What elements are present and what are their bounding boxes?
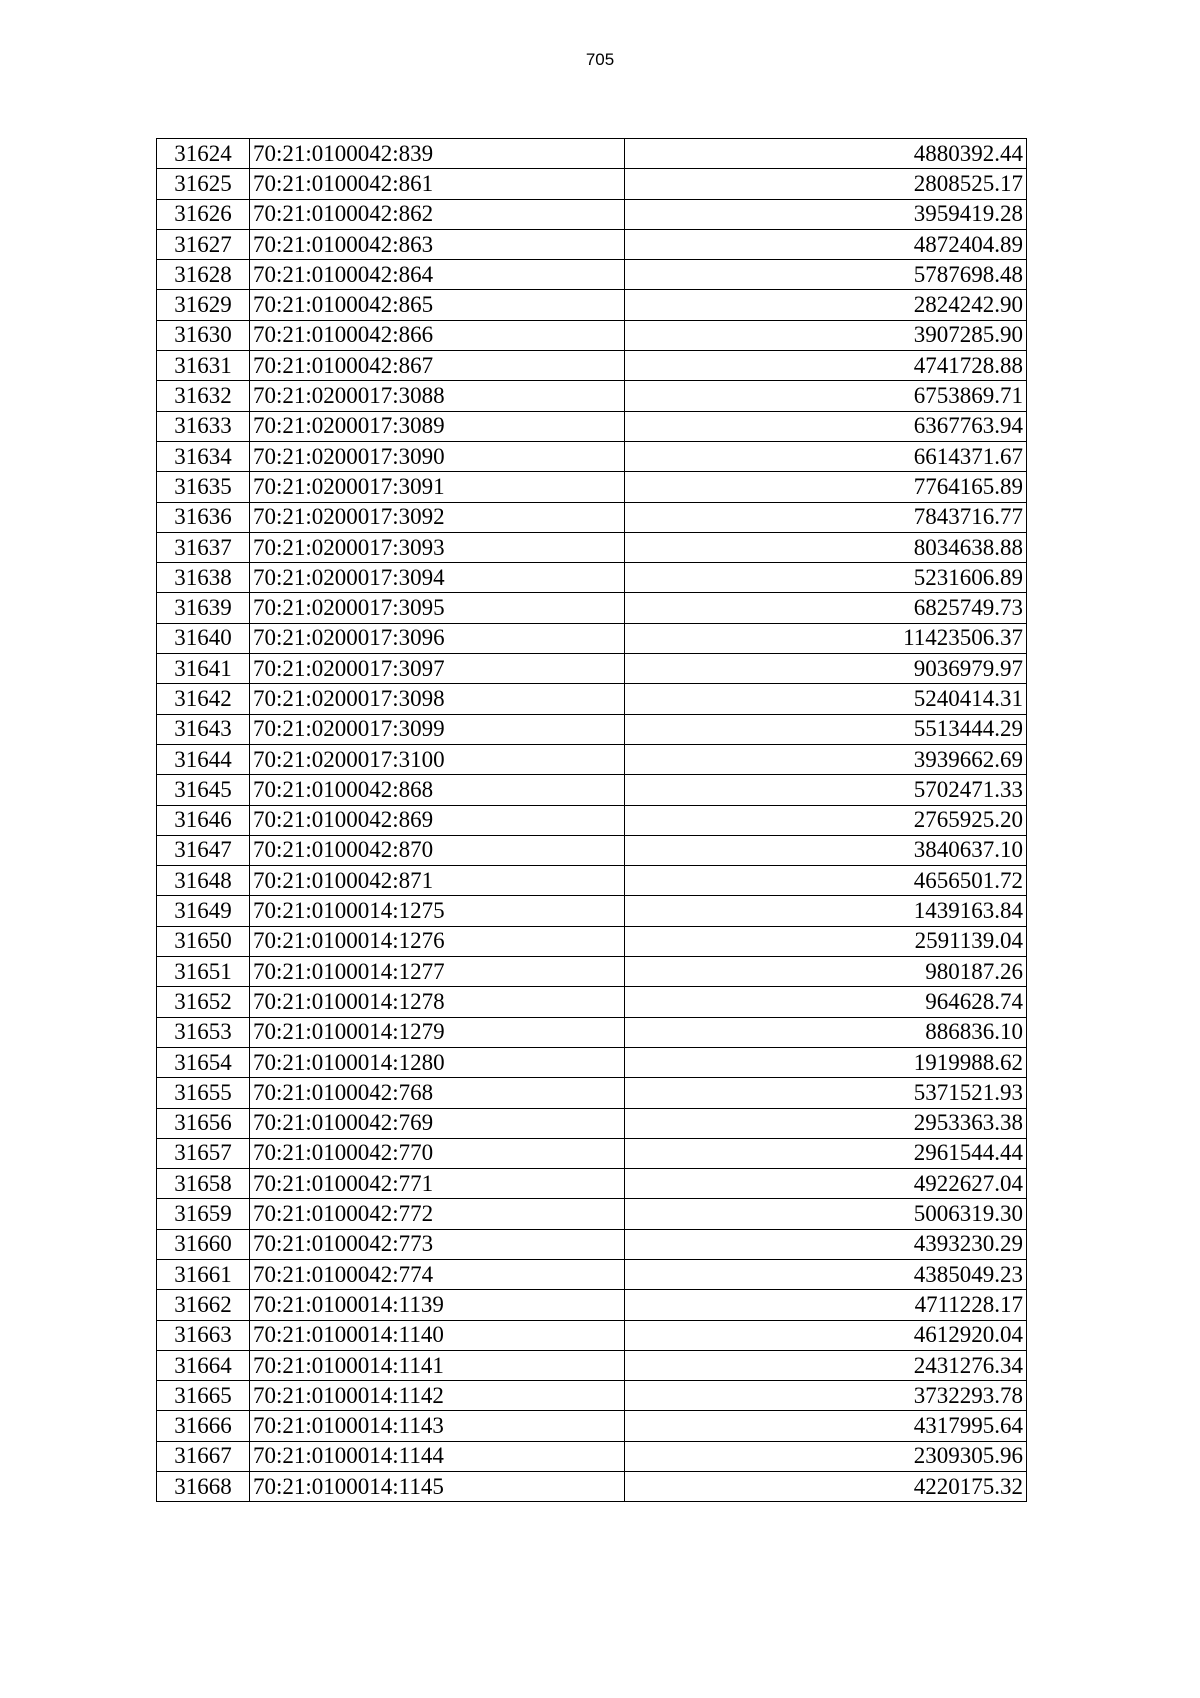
- row-number-cell: 31666: [157, 1411, 250, 1441]
- cadastral-value-cell: 4872404.89: [625, 229, 1027, 259]
- cadastral-value-cell: 2953363.38: [625, 1108, 1027, 1138]
- cadastral-value-cell: 5240414.31: [625, 684, 1027, 714]
- cadastral-number-cell: 70:21:0200017:3096: [250, 623, 625, 653]
- row-number-cell: 31624: [157, 139, 250, 169]
- cadastral-number-cell: 70:21:0200017:3089: [250, 411, 625, 441]
- cadastral-value-cell: 2961544.44: [625, 1138, 1027, 1168]
- row-number-cell: 31627: [157, 229, 250, 259]
- cadastral-number-cell: 70:21:0100014:1145: [250, 1472, 625, 1502]
- table-row: [157, 1411, 1027, 1441]
- row-number-cell: 31626: [157, 199, 250, 229]
- row-number-cell: 31640: [157, 623, 250, 653]
- row-number-cell: 31663: [157, 1320, 250, 1350]
- cadastral-number-cell: 70:21:0200017:3088: [250, 381, 625, 411]
- cadastral-value-cell: 5787698.48: [625, 260, 1027, 290]
- cadastral-number-cell: 70:21:0100042:773: [250, 1229, 625, 1259]
- cadastral-value-cell: 3959419.28: [625, 199, 1027, 229]
- cadastral-number-cell: 70:21:0100042:870: [250, 835, 625, 865]
- cadastral-value-cell: 1439163.84: [625, 896, 1027, 926]
- row-number-cell: 31639: [157, 593, 250, 623]
- cadastral-value-cell: 5231606.89: [625, 563, 1027, 593]
- row-number-cell: 31653: [157, 1017, 250, 1047]
- cadastral-value-cell: 964628.74: [625, 987, 1027, 1017]
- row-number-cell: 31646: [157, 805, 250, 835]
- table-row: [157, 744, 1027, 774]
- cadastral-number-cell: 70:21:0100014:1278: [250, 987, 625, 1017]
- cadastral-value-cell: 886836.10: [625, 1017, 1027, 1047]
- table-row: [157, 1320, 1027, 1350]
- table-body: [157, 139, 1027, 1502]
- cadastral-value-cell: 2765925.20: [625, 805, 1027, 835]
- cadastral-number-cell: 70:21:0100042:868: [250, 775, 625, 805]
- cadastral-number-cell: 70:21:0100042:871: [250, 866, 625, 896]
- row-number-cell: 31657: [157, 1138, 250, 1168]
- table-row: [157, 472, 1027, 502]
- cadastral-number-cell: 70:21:0200017:3095: [250, 593, 625, 623]
- cadastral-number-cell: 70:21:0100042:862: [250, 199, 625, 229]
- row-number-cell: 31641: [157, 654, 250, 684]
- row-number-cell: 31631: [157, 351, 250, 381]
- table-row: [157, 1199, 1027, 1229]
- cadastral-value-cell: 4656501.72: [625, 866, 1027, 896]
- row-number-cell: 31654: [157, 1047, 250, 1077]
- cadastral-number-cell: 70:21:0100042:770: [250, 1138, 625, 1168]
- cadastral-number-cell: 70:21:0100014:1277: [250, 957, 625, 987]
- row-number-cell: 31665: [157, 1381, 250, 1411]
- table-row: [157, 441, 1027, 471]
- cadastral-value-cell: 8034638.88: [625, 532, 1027, 562]
- table-row: [157, 502, 1027, 532]
- table-row: [157, 684, 1027, 714]
- cadastral-value-cell: 2309305.96: [625, 1441, 1027, 1471]
- cadastral-value-table: [156, 138, 1027, 1502]
- cadastral-number-cell: 70:21:0100014:1139: [250, 1290, 625, 1320]
- row-number-cell: 31636: [157, 502, 250, 532]
- table-row: [157, 1108, 1027, 1138]
- row-number-cell: 31645: [157, 775, 250, 805]
- row-number-cell: 31650: [157, 926, 250, 956]
- cadastral-value-cell: 4741728.88: [625, 351, 1027, 381]
- cadastral-value-cell: 11423506.37: [625, 623, 1027, 653]
- table-row: [157, 1017, 1027, 1047]
- page-number: 705: [585, 50, 615, 69]
- row-number-cell: 31629: [157, 290, 250, 320]
- table-row: [157, 805, 1027, 835]
- row-number-cell: 31632: [157, 381, 250, 411]
- cadastral-number-cell: 70:21:0100014:1143: [250, 1411, 625, 1441]
- cadastral-number-cell: 70:21:0100042:774: [250, 1259, 625, 1289]
- table-row: [157, 532, 1027, 562]
- cadastral-value-cell: 7764165.89: [625, 472, 1027, 502]
- row-number-cell: 31633: [157, 411, 250, 441]
- table-row: [157, 229, 1027, 259]
- cadastral-value-cell: 4385049.23: [625, 1259, 1027, 1289]
- cadastral-value-cell: 2591139.04: [625, 926, 1027, 956]
- cadastral-number-cell: 70:21:0100014:1279: [250, 1017, 625, 1047]
- table-row: [157, 593, 1027, 623]
- cadastral-value-cell: 6614371.67: [625, 441, 1027, 471]
- cadastral-value-cell: 1919988.62: [625, 1047, 1027, 1077]
- cadastral-value-cell: 4393230.29: [625, 1229, 1027, 1259]
- cadastral-number-cell: 70:21:0100014:1141: [250, 1350, 625, 1380]
- row-number-cell: 31655: [157, 1078, 250, 1108]
- table-row: [157, 1229, 1027, 1259]
- table-row: [157, 896, 1027, 926]
- row-number-cell: 31634: [157, 441, 250, 471]
- cadastral-number-cell: 70:21:0100042:863: [250, 229, 625, 259]
- cadastral-value-cell: 5513444.29: [625, 714, 1027, 744]
- row-number-cell: 31648: [157, 866, 250, 896]
- table-row: [157, 563, 1027, 593]
- cadastral-value-cell: 4220175.32: [625, 1472, 1027, 1502]
- cadastral-value-cell: 6367763.94: [625, 411, 1027, 441]
- row-number-cell: 31644: [157, 744, 250, 774]
- cadastral-value-cell: 3907285.90: [625, 320, 1027, 350]
- table-row: [157, 1169, 1027, 1199]
- row-number-cell: 31647: [157, 835, 250, 865]
- cadastral-value-cell: 7843716.77: [625, 502, 1027, 532]
- row-number-cell: 31668: [157, 1472, 250, 1502]
- table-row: [157, 1441, 1027, 1471]
- table-row: [157, 320, 1027, 350]
- cadastral-number-cell: 70:21:0100014:1276: [250, 926, 625, 956]
- table-row: [157, 654, 1027, 684]
- cadastral-value-cell: 4612920.04: [625, 1320, 1027, 1350]
- row-number-cell: 31652: [157, 987, 250, 1017]
- table-row: [157, 260, 1027, 290]
- row-number-cell: 31651: [157, 957, 250, 987]
- cadastral-value-cell: 980187.26: [625, 957, 1027, 987]
- cadastral-value-cell: 2431276.34: [625, 1350, 1027, 1380]
- row-number-cell: 31658: [157, 1169, 250, 1199]
- cadastral-number-cell: 70:21:0100042:861: [250, 169, 625, 199]
- cadastral-value-cell: 9036979.97: [625, 654, 1027, 684]
- cadastral-number-cell: 70:21:0100042:772: [250, 1199, 625, 1229]
- cadastral-value-cell: 4880392.44: [625, 139, 1027, 169]
- table-row: [157, 139, 1027, 169]
- table-row: [157, 199, 1027, 229]
- cadastral-value-cell: 2824242.90: [625, 290, 1027, 320]
- row-number-cell: 31643: [157, 714, 250, 744]
- table-row: [157, 926, 1027, 956]
- cadastral-value-cell: 4317995.64: [625, 1411, 1027, 1441]
- table-row: [157, 1078, 1027, 1108]
- cadastral-number-cell: 70:21:0200017:3093: [250, 532, 625, 562]
- cadastral-number-cell: 70:21:0200017:3090: [250, 441, 625, 471]
- table-row: [157, 290, 1027, 320]
- cadastral-number-cell: 70:21:0200017:3092: [250, 502, 625, 532]
- cadastral-number-cell: 70:21:0100014:1144: [250, 1441, 625, 1471]
- table-row: [157, 1472, 1027, 1502]
- cadastral-number-cell: 70:21:0200017:3091: [250, 472, 625, 502]
- table-row: [157, 1290, 1027, 1320]
- cadastral-value-cell: 3840637.10: [625, 835, 1027, 865]
- row-number-cell: 31667: [157, 1441, 250, 1471]
- cadastral-number-cell: 70:21:0100014:1275: [250, 896, 625, 926]
- table-row: [157, 1138, 1027, 1168]
- cadastral-number-cell: 70:21:0100042:839: [250, 139, 625, 169]
- cadastral-number-cell: 70:21:0200017:3100: [250, 744, 625, 774]
- table-row: [157, 987, 1027, 1017]
- row-number-cell: 31625: [157, 169, 250, 199]
- cadastral-value-cell: 6753869.71: [625, 381, 1027, 411]
- row-number-cell: 31649: [157, 896, 250, 926]
- table-row: [157, 381, 1027, 411]
- row-number-cell: 31659: [157, 1199, 250, 1229]
- cadastral-value-cell: 3939662.69: [625, 744, 1027, 774]
- table-row: [157, 714, 1027, 744]
- cadastral-value-cell: 4922627.04: [625, 1169, 1027, 1199]
- table-row: [157, 623, 1027, 653]
- table-row: [157, 411, 1027, 441]
- row-number-cell: 31628: [157, 260, 250, 290]
- cadastral-number-cell: 70:21:0100014:1280: [250, 1047, 625, 1077]
- cadastral-number-cell: 70:21:0100042:768: [250, 1078, 625, 1108]
- row-number-cell: 31642: [157, 684, 250, 714]
- table-row: [157, 169, 1027, 199]
- table-row: [157, 351, 1027, 381]
- cadastral-value-cell: 5371521.93: [625, 1078, 1027, 1108]
- cadastral-value-cell: 2808525.17: [625, 169, 1027, 199]
- table-row: [157, 1381, 1027, 1411]
- cadastral-value-cell: 4711228.17: [625, 1290, 1027, 1320]
- row-number-cell: 31664: [157, 1350, 250, 1380]
- cadastral-number-cell: 70:21:0200017:3097: [250, 654, 625, 684]
- row-number-cell: 31637: [157, 532, 250, 562]
- cadastral-value-cell: 6825749.73: [625, 593, 1027, 623]
- cadastral-number-cell: 70:21:0200017:3094: [250, 563, 625, 593]
- cadastral-value-cell: 5006319.30: [625, 1199, 1027, 1229]
- cadastral-number-cell: 70:21:0200017:3098: [250, 684, 625, 714]
- table-row: [157, 835, 1027, 865]
- row-number-cell: 31656: [157, 1108, 250, 1138]
- row-number-cell: 31635: [157, 472, 250, 502]
- cadastral-number-cell: 70:21:0200017:3099: [250, 714, 625, 744]
- table-row: [157, 957, 1027, 987]
- row-number-cell: 31638: [157, 563, 250, 593]
- table-row: [157, 1350, 1027, 1380]
- table-row: [157, 775, 1027, 805]
- cadastral-number-cell: 70:21:0100014:1142: [250, 1381, 625, 1411]
- cadastral-value-cell: 5702471.33: [625, 775, 1027, 805]
- table-row: [157, 866, 1027, 896]
- row-number-cell: 31662: [157, 1290, 250, 1320]
- cadastral-number-cell: 70:21:0100042:771: [250, 1169, 625, 1199]
- row-number-cell: 31661: [157, 1259, 250, 1289]
- cadastral-number-cell: 70:21:0100042:869: [250, 805, 625, 835]
- cadastral-number-cell: 70:21:0100042:769: [250, 1108, 625, 1138]
- table-row: [157, 1047, 1027, 1077]
- cadastral-number-cell: 70:21:0100042:864: [250, 260, 625, 290]
- row-number-cell: 31660: [157, 1229, 250, 1259]
- row-number-cell: 31630: [157, 320, 250, 350]
- cadastral-number-cell: 70:21:0100014:1140: [250, 1320, 625, 1350]
- cadastral-number-cell: 70:21:0100042:866: [250, 320, 625, 350]
- cadastral-value-cell: 3732293.78: [625, 1381, 1027, 1411]
- cadastral-number-cell: 70:21:0100042:865: [250, 290, 625, 320]
- cadastral-number-cell: 70:21:0100042:867: [250, 351, 625, 381]
- table-row: [157, 1259, 1027, 1289]
